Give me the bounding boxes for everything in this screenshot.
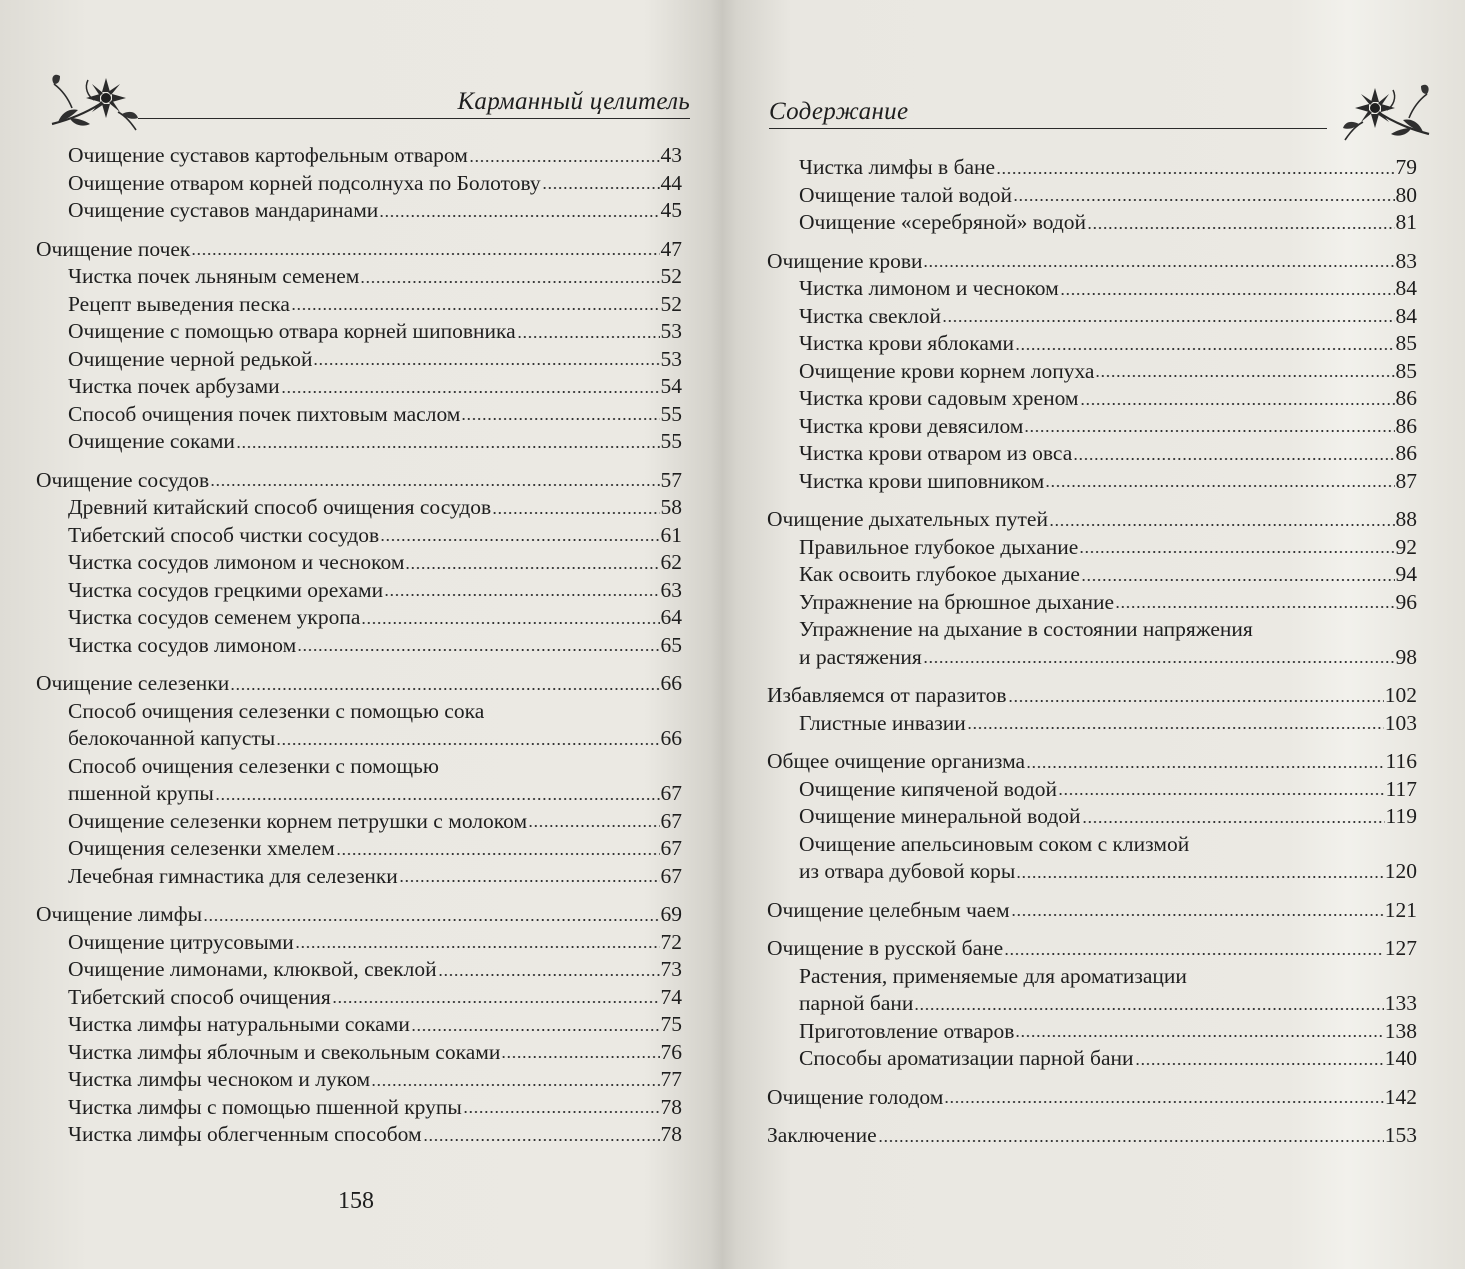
dot-leader bbox=[210, 482, 659, 488]
toc-entry-page-number: 96 bbox=[1395, 589, 1417, 614]
toc-entry-page-number: 102 bbox=[1384, 683, 1417, 707]
toc-subsection-entry bbox=[36, 808, 682, 836]
toc-entry-first-line: Упражнение на дыхание в состоянии напряжения bbox=[799, 617, 1253, 641]
toc-entry-title: пшенной крупы bbox=[68, 781, 214, 805]
toc-entry-page-number: 140 bbox=[1384, 1046, 1417, 1070]
table-of-contents bbox=[36, 142, 682, 1149]
toc-entry-page-number: 121 bbox=[1384, 897, 1417, 922]
toc-subsection-entry bbox=[36, 1094, 682, 1122]
toc-subsection-entry bbox=[767, 589, 1417, 617]
dot-leader bbox=[276, 741, 659, 747]
toc-subsection-entry bbox=[767, 154, 1417, 182]
toc-entry-first-line: Способ очищения селезенки с помощью сока bbox=[68, 698, 485, 723]
toc-subsection-entry bbox=[767, 776, 1417, 804]
toc-subsection-entry bbox=[767, 644, 1417, 672]
running-head: Содержание bbox=[769, 98, 909, 125]
toc-entry-page-number: 81 bbox=[1395, 210, 1417, 234]
toc-entry-title: Очищение «серебряной» водой bbox=[799, 210, 1087, 234]
toc-section-entry bbox=[36, 467, 682, 495]
toc-subsection-entry bbox=[767, 358, 1417, 386]
toc-entry-title: Очищение с помощью отвара корней шиповника bbox=[68, 319, 516, 343]
dot-leader bbox=[492, 510, 659, 516]
dot-leader bbox=[878, 1138, 1384, 1144]
toc-entry-page-number: 74 bbox=[660, 984, 682, 1009]
toc-subsection-entry bbox=[767, 303, 1417, 331]
toc-subsection-entry bbox=[767, 413, 1417, 441]
toc-entry-title: Способы ароматизации парной бани bbox=[799, 1046, 1134, 1070]
toc-section-entry bbox=[767, 682, 1417, 710]
dot-leader bbox=[1082, 819, 1385, 825]
toc-entry-page-number: 67 bbox=[660, 836, 682, 860]
dot-leader bbox=[1013, 197, 1395, 203]
toc-subsection-entry bbox=[767, 534, 1417, 562]
toc-entry-title: Чистка лимфы с помощью пшенной крупы bbox=[68, 1094, 462, 1119]
toc-entry-page-number: 53 bbox=[660, 346, 682, 371]
toc-entry-page-number: 66 bbox=[660, 671, 682, 695]
toc-entry-page-number: 67 bbox=[660, 863, 682, 888]
toc-entry-title: Очищение минеральной водой bbox=[799, 804, 1081, 828]
toc-entry-page-number: 65 bbox=[660, 632, 682, 657]
flower-ornament-icon bbox=[48, 64, 140, 134]
dot-leader bbox=[203, 917, 659, 923]
toc-entry-page-number: 47 bbox=[660, 236, 682, 261]
toc-subsection-entry bbox=[36, 346, 682, 374]
toc-entry-title: Очищение почек bbox=[36, 236, 191, 261]
dot-leader bbox=[528, 823, 659, 829]
toc-entry-page-number: 94 bbox=[1395, 562, 1417, 586]
toc-entry-page-number: 52 bbox=[660, 291, 682, 316]
dot-leader bbox=[923, 263, 1394, 269]
toc-entry-page-number: 55 bbox=[660, 429, 682, 453]
dot-leader bbox=[463, 1109, 660, 1115]
toc-entry-page-number: 76 bbox=[660, 1039, 682, 1064]
toc-subsection-entry bbox=[767, 561, 1417, 589]
toc-subsection-entry bbox=[767, 440, 1417, 468]
toc-subsection-entry bbox=[36, 929, 682, 957]
toc-subsection-entry bbox=[36, 577, 682, 605]
toc-entry-title: Способ очищения почек пихтовым маслом bbox=[68, 401, 461, 426]
dot-leader bbox=[1049, 522, 1395, 528]
toc-entry-title: Очищение талой водой bbox=[799, 182, 1012, 207]
header-rule bbox=[138, 118, 690, 119]
toc-entry-title: Очищение в русской бане bbox=[767, 936, 1004, 960]
toc-entry-page-number: 67 bbox=[660, 781, 682, 805]
toc-entry-title: Рецепт выведения песка bbox=[68, 291, 290, 316]
toc-subsection-entry bbox=[36, 522, 682, 550]
dot-leader bbox=[1026, 764, 1384, 770]
dot-leader bbox=[411, 1027, 660, 1033]
toc-entry-title: Чистка почек льняным семенем bbox=[68, 264, 360, 288]
dot-leader bbox=[469, 158, 660, 164]
dot-leader bbox=[438, 972, 660, 978]
toc-subsection-entry bbox=[767, 275, 1417, 303]
toc-entry-page-number: 43 bbox=[660, 143, 682, 167]
dot-leader bbox=[542, 185, 660, 191]
toc-entry-title: Древний китайский способ очищения сосудов bbox=[68, 495, 492, 519]
dot-leader bbox=[360, 279, 659, 285]
dot-leader bbox=[191, 251, 659, 257]
toc-entry-page-number: 53 bbox=[660, 319, 682, 343]
toc-entry-page-number: 45 bbox=[660, 198, 682, 222]
toc-entry-title: Заключение bbox=[767, 1123, 877, 1147]
dot-leader bbox=[1080, 401, 1395, 407]
dot-leader bbox=[361, 620, 659, 626]
toc-entry-title: Чистка сосудов семенем укропа bbox=[68, 605, 361, 629]
toc-entry-title: Чистка крови отваром из овса bbox=[799, 441, 1073, 465]
toc-subsection-entry bbox=[36, 1121, 682, 1149]
dot-leader bbox=[944, 1099, 1383, 1105]
toc-entry-page-number: 116 bbox=[1385, 749, 1417, 773]
table-of-contents bbox=[767, 154, 1417, 1150]
toc-entry-page-number: 103 bbox=[1384, 710, 1417, 735]
toc-subsection-entry bbox=[36, 604, 682, 632]
toc-subsection-entry bbox=[767, 385, 1417, 413]
toc-entry-title: Очищение цитрусовыми bbox=[68, 929, 294, 954]
toc-subsection-entry bbox=[36, 1039, 682, 1067]
toc-entry-first-line: Растения, применяемые для ароматизации bbox=[799, 963, 1187, 988]
toc-entry-page-number: 88 bbox=[1395, 507, 1417, 531]
toc-entry-page-number: 78 bbox=[660, 1094, 682, 1119]
toc-entry-page-number: 84 bbox=[1395, 276, 1417, 300]
toc-entry-page-number: 52 bbox=[660, 264, 682, 288]
toc-subsection-entry bbox=[36, 863, 682, 891]
toc-entry-page-number: 85 bbox=[1395, 331, 1417, 355]
toc-subsection-entry bbox=[767, 858, 1417, 886]
toc-entry-title: Чистка крови яблоками bbox=[799, 331, 1014, 355]
section-gap bbox=[767, 886, 1417, 897]
dot-leader bbox=[336, 851, 660, 857]
toc-subsection-entry bbox=[767, 468, 1417, 496]
toc-entry-page-number: 119 bbox=[1385, 804, 1417, 828]
toc-section-entry bbox=[767, 748, 1417, 776]
dot-leader bbox=[405, 565, 659, 571]
toc-entry-title: Чистка лимфы облегченным способом bbox=[68, 1122, 422, 1146]
toc-entry-page-number: 153 bbox=[1384, 1123, 1417, 1147]
dot-leader bbox=[501, 1054, 659, 1060]
dot-leader bbox=[332, 999, 660, 1005]
toc-entry-page-number: 138 bbox=[1384, 1018, 1417, 1043]
toc-subsection-entry bbox=[36, 373, 682, 401]
section-gap bbox=[767, 1111, 1417, 1122]
toc-entry-page-number: 127 bbox=[1384, 936, 1417, 960]
toc-entry-title: Очищение крови bbox=[767, 248, 923, 273]
dot-leader bbox=[384, 592, 659, 598]
dot-leader bbox=[1087, 225, 1394, 231]
dot-leader bbox=[1011, 912, 1384, 918]
toc-entry-page-number: 142 bbox=[1384, 1084, 1417, 1109]
toc-entry-page-number: 117 bbox=[1385, 776, 1417, 801]
toc-entry-title: Очищение кипяченой водой bbox=[799, 776, 1058, 801]
toc-entry-title: Глистные инвазии bbox=[799, 710, 966, 735]
toc-entry-page-number: 86 bbox=[1395, 386, 1417, 410]
toc-subsection-entry bbox=[36, 549, 682, 577]
toc-entry-page-number: 80 bbox=[1395, 182, 1417, 207]
flower-ornament-icon bbox=[1341, 74, 1433, 144]
dot-leader bbox=[380, 537, 659, 543]
dot-leader bbox=[1045, 483, 1394, 489]
toc-subsection-entry bbox=[767, 803, 1417, 831]
toc-subsection-entry bbox=[36, 142, 682, 170]
toc-subsection-entry bbox=[767, 990, 1417, 1018]
page-number: 158 bbox=[338, 1188, 374, 1214]
toc-entry-page-number: 61 bbox=[660, 522, 682, 547]
toc-entry-title: Чистка лимфы чесноком и луком bbox=[68, 1067, 371, 1091]
toc-subsection-entry bbox=[36, 494, 682, 522]
dot-leader bbox=[1008, 698, 1384, 704]
toc-entry-title: Чистка сосудов лимоном bbox=[68, 632, 297, 657]
toc-subsection-entry bbox=[36, 725, 682, 753]
toc-entry-title: Очищение лимфы bbox=[36, 902, 203, 926]
toc-entry-title: и растяжения bbox=[799, 644, 922, 669]
dot-leader bbox=[371, 1082, 659, 1088]
dot-leader bbox=[1058, 791, 1385, 797]
toc-entry-page-number: 58 bbox=[660, 495, 682, 519]
toc-subsection-entry bbox=[767, 330, 1417, 358]
toc-subsection-entry bbox=[36, 428, 682, 456]
dot-leader bbox=[1095, 373, 1394, 379]
toc-entry-title: Очищение сосудов bbox=[36, 467, 210, 492]
toc-entry-page-number: 78 bbox=[660, 1122, 682, 1146]
toc-subsection-entry bbox=[36, 1066, 682, 1094]
toc-entry-page-number: 69 bbox=[660, 902, 682, 926]
toc-entry-title: Тибетский способ очищения bbox=[68, 984, 331, 1009]
toc-subsection-entry bbox=[36, 632, 682, 660]
toc-subsection-entry bbox=[767, 1018, 1417, 1046]
toc-entry-title: Как освоить глубокое дыхание bbox=[799, 562, 1080, 586]
toc-subsection-entry bbox=[36, 401, 682, 429]
dot-leader bbox=[517, 334, 660, 340]
toc-entry-title: Очищение дыхательных путей bbox=[767, 507, 1048, 531]
dot-leader bbox=[1024, 428, 1394, 434]
toc-subsection-entry bbox=[36, 780, 682, 808]
toc-section-entry bbox=[767, 506, 1417, 534]
toc-entry-title: Очищение отваром корней подсолнуха по Болотову bbox=[68, 170, 541, 195]
toc-entry-title: Чистка крови девясилом bbox=[799, 413, 1024, 438]
section-gap bbox=[36, 456, 682, 467]
toc-subsection-entry bbox=[767, 182, 1417, 210]
toc-entry-first-line: Способ очищения селезенки с помощью bbox=[68, 753, 439, 778]
toc-entry-title: Чистка лимоном и чесноком bbox=[799, 276, 1059, 300]
toc-entry-page-number: 133 bbox=[1384, 991, 1417, 1015]
dot-leader bbox=[1060, 291, 1395, 297]
dot-leader bbox=[399, 878, 660, 884]
dot-leader bbox=[923, 659, 1395, 665]
toc-entry-page-number: 98 bbox=[1395, 644, 1417, 669]
section-gap bbox=[36, 225, 682, 236]
toc-entry-page-number: 64 bbox=[660, 605, 682, 629]
toc-entry-title: Очищение целебным чаем bbox=[767, 897, 1010, 922]
dot-leader bbox=[1015, 1033, 1383, 1039]
toc-entry-page-number: 84 bbox=[1395, 303, 1417, 328]
toc-section-entry bbox=[767, 897, 1417, 925]
toc-entry-title: Правильное глубокое дыхание bbox=[799, 534, 1079, 559]
toc-entry-page-number: 63 bbox=[660, 577, 682, 602]
toc-entry-title: Приготовление отваров bbox=[799, 1018, 1015, 1043]
section-gap bbox=[767, 924, 1417, 935]
toc-section-entry bbox=[767, 1122, 1417, 1150]
toc-entry-page-number: 44 bbox=[660, 170, 682, 195]
toc-entry-page-number: 83 bbox=[1395, 248, 1417, 273]
toc-entry-title: Чистка свеклой bbox=[799, 303, 941, 328]
dot-leader bbox=[291, 306, 660, 312]
toc-entry-page-number: 73 bbox=[660, 957, 682, 981]
dot-leader bbox=[230, 686, 659, 692]
toc-subsection-entry bbox=[36, 318, 682, 346]
section-gap bbox=[767, 237, 1417, 248]
toc-subsection-entry bbox=[767, 710, 1417, 738]
toc-subsection-entry bbox=[36, 835, 682, 863]
dot-leader bbox=[1135, 1061, 1384, 1067]
left-page bbox=[0, 0, 730, 1269]
dot-leader bbox=[236, 444, 660, 450]
toc-entry-title: Избавляемся от паразитов bbox=[767, 683, 1007, 707]
dot-leader bbox=[423, 1137, 660, 1143]
toc-subsection-entry bbox=[36, 263, 682, 291]
toc-subsection-entry bbox=[36, 197, 682, 225]
toc-subsection-entry bbox=[767, 1045, 1417, 1073]
toc-entry-page-number: 79 bbox=[1395, 155, 1417, 179]
dot-leader bbox=[1081, 577, 1395, 583]
toc-entry-title: Очищение селезенки bbox=[36, 671, 230, 695]
dot-leader bbox=[1079, 549, 1394, 555]
dot-leader bbox=[281, 389, 660, 395]
section-gap bbox=[767, 1073, 1417, 1084]
toc-entry-page-number: 92 bbox=[1395, 534, 1417, 559]
toc-entry-title: Тибетский способ чистки сосудов bbox=[68, 522, 380, 547]
toc-section-entry bbox=[767, 935, 1417, 963]
toc-entry-title: Чистка лимфы яблочным и свекольным соками bbox=[68, 1039, 501, 1064]
toc-subsection-entry bbox=[36, 1011, 682, 1039]
dot-leader bbox=[379, 213, 659, 219]
toc-entry-page-number: 77 bbox=[660, 1067, 682, 1091]
toc-subsection-entry bbox=[36, 291, 682, 319]
toc-entry-page-number: 86 bbox=[1395, 413, 1417, 438]
toc-subsection-entry bbox=[36, 170, 682, 198]
toc-entry-title: Чистка крови шиповником bbox=[799, 468, 1045, 493]
toc-entry-title: Общее очищение организма bbox=[767, 749, 1026, 773]
dot-leader bbox=[942, 318, 1395, 324]
header-rule bbox=[769, 128, 1327, 129]
toc-entry-title: Очищение суставов мандаринами bbox=[68, 198, 379, 222]
toc-section-entry bbox=[36, 901, 682, 929]
toc-entry-title: из отвара дубовой коры bbox=[799, 859, 1016, 883]
toc-entry-title: Очищение лимонами, клюквой, свеклой bbox=[68, 957, 437, 981]
toc-entry-page-number: 75 bbox=[660, 1012, 682, 1036]
toc-entry-page-number: 86 bbox=[1395, 441, 1417, 465]
dot-leader bbox=[1015, 346, 1395, 352]
toc-entry-title: Чистка крови садовым хреном bbox=[799, 386, 1079, 410]
toc-section-entry bbox=[36, 670, 682, 698]
dot-leader bbox=[996, 170, 1394, 176]
toc-entry-title: Очищение крови корнем лопуха bbox=[799, 358, 1095, 383]
toc-entry-title: парной бани bbox=[799, 991, 914, 1015]
toc-entry-page-number: 120 bbox=[1384, 859, 1417, 883]
toc-entry-title: Очищения селезенки хмелем bbox=[68, 836, 335, 860]
toc-section-entry bbox=[36, 236, 682, 264]
toc-entry-title: Очищение суставов картофельным отваром bbox=[68, 143, 468, 167]
section-gap bbox=[767, 737, 1417, 748]
toc-entry-title: Очищение черной редькой bbox=[68, 346, 313, 371]
dot-leader bbox=[297, 647, 659, 653]
dot-leader bbox=[1115, 604, 1394, 610]
toc-entry-page-number: 72 bbox=[660, 929, 682, 954]
toc-entry-title: Лечебная гимнастика для селезенки bbox=[68, 863, 398, 888]
toc-entry-title: Очищение селезенки корнем петрушки с молоком bbox=[68, 808, 528, 833]
dot-leader bbox=[1073, 456, 1394, 462]
section-gap bbox=[36, 890, 682, 901]
toc-subsection-entry bbox=[36, 956, 682, 984]
section-gap bbox=[767, 495, 1417, 506]
toc-subsection-entry bbox=[36, 984, 682, 1012]
toc-entry-page-number: 57 bbox=[660, 467, 682, 492]
right-page bbox=[735, 0, 1465, 1269]
dot-leader bbox=[967, 725, 1384, 731]
dot-leader bbox=[914, 1006, 1383, 1012]
toc-entry-title: Очищение соками bbox=[68, 429, 235, 453]
toc-entry-title: Чистка сосудов лимоном и чесноком bbox=[68, 550, 405, 574]
toc-entry-title: Чистка лимфы натуральными соками bbox=[68, 1012, 410, 1036]
toc-entry-first-line: Очищение апельсиновым соком с клизмой bbox=[799, 831, 1190, 856]
section-gap bbox=[36, 659, 682, 670]
section-gap bbox=[767, 671, 1417, 682]
dot-leader bbox=[295, 944, 660, 950]
toc-entry-title: Чистка лимфы в бане bbox=[799, 155, 996, 179]
toc-entry-page-number: 85 bbox=[1395, 358, 1417, 383]
dot-leader bbox=[215, 796, 660, 802]
toc-entry-title: белокочанной капусты bbox=[68, 726, 276, 750]
running-head: Карманный целитель bbox=[457, 88, 690, 115]
toc-entry-page-number: 67 bbox=[660, 808, 682, 833]
dot-leader bbox=[313, 361, 659, 367]
toc-entry-title: Очищение голодом bbox=[767, 1084, 944, 1109]
toc-entry-page-number: 55 bbox=[660, 401, 682, 426]
toc-section-entry bbox=[767, 248, 1417, 276]
toc-subsection-entry bbox=[767, 209, 1417, 237]
toc-entry-page-number: 62 bbox=[660, 550, 682, 574]
toc-entry-title: Упражнение на брюшное дыхание bbox=[799, 589, 1115, 614]
dot-leader bbox=[461, 416, 659, 422]
toc-entry-title: Чистка сосудов грецкими орехами bbox=[68, 577, 384, 602]
toc-entry-page-number: 87 bbox=[1395, 468, 1417, 493]
toc-section-entry bbox=[767, 1084, 1417, 1112]
toc-entry-page-number: 54 bbox=[660, 374, 682, 398]
dot-leader bbox=[1016, 874, 1383, 880]
toc-entry-page-number: 66 bbox=[660, 726, 682, 750]
dot-leader bbox=[1004, 951, 1384, 957]
toc-entry-title: Чистка почек арбузами bbox=[68, 374, 280, 398]
